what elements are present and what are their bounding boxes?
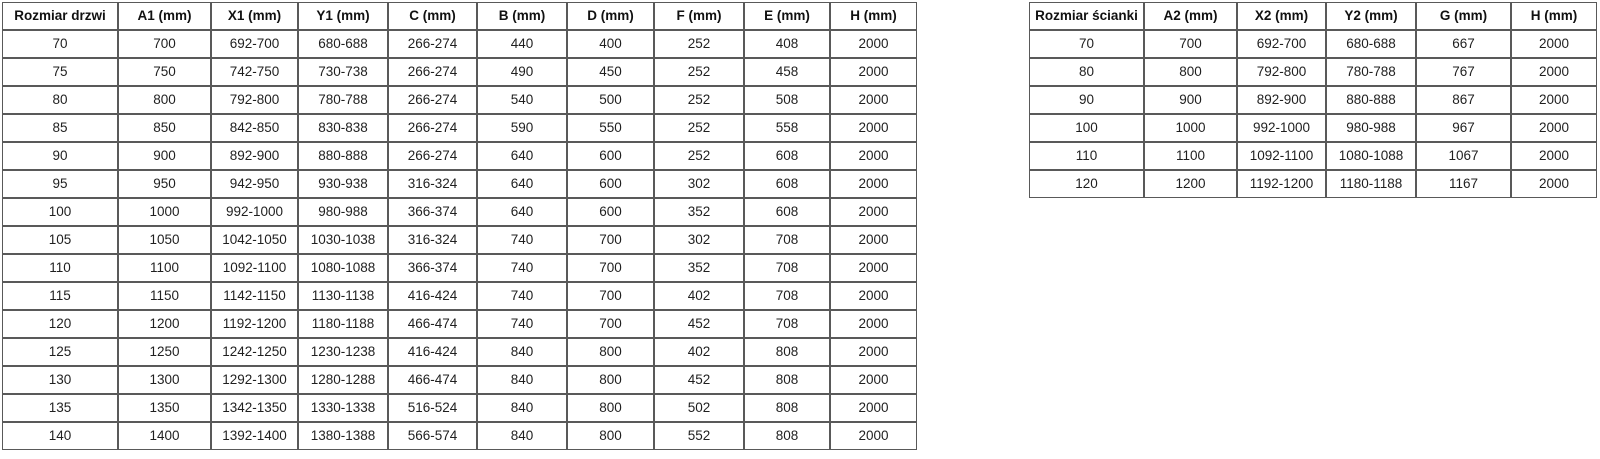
table-cell: 800 (567, 422, 654, 450)
table-cell: 2000 (1511, 114, 1597, 142)
table-cell: 708 (744, 282, 830, 310)
table-row (2, 226, 917, 254)
column-header: X2 (mm) (1237, 2, 1326, 30)
table-cell: 490 (477, 58, 567, 86)
table-cell: 640 (477, 142, 567, 170)
table-cell: 667 (1416, 30, 1511, 58)
table-cell: 2000 (830, 282, 917, 310)
table-cell: 1192-1200 (1237, 170, 1326, 198)
table-cell: 800 (567, 366, 654, 394)
table-cell: 1400 (118, 422, 211, 450)
table-cell: 400 (567, 30, 654, 58)
doors-table-header (2, 2, 917, 30)
table-row (2, 198, 917, 226)
table-row (2, 310, 917, 338)
table-cell: 110 (1029, 142, 1144, 170)
table-cell: 2000 (830, 310, 917, 338)
table-cell: 115 (2, 282, 118, 310)
table-cell: 742-750 (211, 58, 298, 86)
table-row (1029, 58, 1597, 86)
table-cell: 266-274 (388, 30, 477, 58)
table-cell: 402 (654, 282, 744, 310)
table-cell: 1250 (118, 338, 211, 366)
table-cell: 80 (2, 86, 118, 114)
table-cell: 767 (1416, 58, 1511, 86)
table-cell: 266-274 (388, 142, 477, 170)
table-cell: 416-424 (388, 338, 477, 366)
table-row (1029, 114, 1597, 142)
table-cell: 2000 (830, 394, 917, 422)
table-cell: 900 (1144, 86, 1237, 114)
table-cell: 252 (654, 30, 744, 58)
doors-size-table (2, 2, 917, 450)
table-cell: 792-800 (1237, 58, 1326, 86)
column-header: Y1 (mm) (298, 2, 388, 30)
table-cell: 700 (567, 226, 654, 254)
table-cell: 366-374 (388, 198, 477, 226)
table-cell: 590 (477, 114, 567, 142)
table-cell: 880-888 (1326, 86, 1416, 114)
table-cell: 1092-1100 (211, 254, 298, 282)
table-cell: 140 (2, 422, 118, 450)
column-header: B (mm) (477, 2, 567, 30)
table-cell: 252 (654, 114, 744, 142)
column-header: C (mm) (388, 2, 477, 30)
table-cell: 1300 (118, 366, 211, 394)
table-cell: 800 (1144, 58, 1237, 86)
table-cell: 800 (567, 394, 654, 422)
table-row (2, 114, 917, 142)
table-cell: 1180-1188 (298, 310, 388, 338)
table-cell: 125 (2, 338, 118, 366)
table-cell: 1150 (118, 282, 211, 310)
table-cell: 2000 (830, 114, 917, 142)
table-cell: 600 (567, 198, 654, 226)
table-cell: 640 (477, 170, 567, 198)
table-cell: 980-988 (298, 198, 388, 226)
table-cell: 640 (477, 198, 567, 226)
table-row (2, 366, 917, 394)
table-cell: 708 (744, 226, 830, 254)
table-cell: 450 (567, 58, 654, 86)
table-cell: 2000 (1511, 30, 1597, 58)
table-cell: 366-374 (388, 254, 477, 282)
table-cell: 2000 (830, 30, 917, 58)
table-cell: 967 (1416, 114, 1511, 142)
table-cell: 892-900 (211, 142, 298, 170)
table-cell: 600 (567, 142, 654, 170)
table-cell: 1200 (1144, 170, 1237, 198)
table-cell: 840 (477, 422, 567, 450)
table-row (2, 30, 917, 58)
column-header: H (mm) (830, 2, 917, 30)
table-cell: 120 (1029, 170, 1144, 198)
table-cell: 266-274 (388, 114, 477, 142)
table-cell: 692-700 (1237, 30, 1326, 58)
table-cell: 1200 (118, 310, 211, 338)
table-cell: 992-1000 (211, 198, 298, 226)
table-cell: 680-688 (1326, 30, 1416, 58)
table-row (1029, 86, 1597, 114)
table-cell: 316-324 (388, 226, 477, 254)
table-cell: 700 (1144, 30, 1237, 58)
table-cell: 700 (118, 30, 211, 58)
table-cell: 740 (477, 310, 567, 338)
walls-table-header (1029, 2, 1597, 30)
table-cell: 867 (1416, 86, 1511, 114)
table-cell: 740 (477, 226, 567, 254)
column-header: E (mm) (744, 2, 830, 30)
table-cell: 352 (654, 198, 744, 226)
table-cell: 800 (567, 338, 654, 366)
table-cell: 1230-1238 (298, 338, 388, 366)
table-cell: 1380-1388 (298, 422, 388, 450)
table-cell: 508 (744, 86, 830, 114)
table-cell: 1100 (118, 254, 211, 282)
table-cell: 440 (477, 30, 567, 58)
table-row (1029, 142, 1597, 170)
table-cell: 700 (567, 282, 654, 310)
table-cell: 2000 (830, 170, 917, 198)
table-cell: 552 (654, 422, 744, 450)
column-header: G (mm) (1416, 2, 1511, 30)
table-cell: 700 (567, 254, 654, 282)
table-cell: 942-950 (211, 170, 298, 198)
table-cell: 830-838 (298, 114, 388, 142)
table-cell: 1180-1188 (1326, 170, 1416, 198)
table-cell: 1130-1138 (298, 282, 388, 310)
table-cell: 700 (567, 310, 654, 338)
table-cell: 1350 (118, 394, 211, 422)
table-row (2, 338, 917, 366)
table-cell: 840 (477, 366, 567, 394)
table-cell: 1080-1088 (298, 254, 388, 282)
table-cell: 70 (1029, 30, 1144, 58)
table-row (1029, 30, 1597, 58)
table-cell: 792-800 (211, 86, 298, 114)
table-cell: 1342-1350 (211, 394, 298, 422)
table-cell: 500 (567, 86, 654, 114)
table-cell: 120 (2, 310, 118, 338)
table-cell: 980-988 (1326, 114, 1416, 142)
table-cell: 252 (654, 142, 744, 170)
table-cell: 808 (744, 394, 830, 422)
table-cell: 992-1000 (1237, 114, 1326, 142)
table-cell: 608 (744, 142, 830, 170)
table-cell: 2000 (1511, 142, 1597, 170)
table-cell: 2000 (830, 422, 917, 450)
table-cell: 708 (744, 254, 830, 282)
table-cell: 708 (744, 310, 830, 338)
table-row (2, 170, 917, 198)
table-cell: 808 (744, 366, 830, 394)
table-cell: 252 (654, 86, 744, 114)
table-row (2, 86, 917, 114)
table-cell: 608 (744, 198, 830, 226)
table-cell: 1392-1400 (211, 422, 298, 450)
table-cell: 808 (744, 338, 830, 366)
table-cell: 1042-1050 (211, 226, 298, 254)
table-cell: 416-424 (388, 282, 477, 310)
table-cell: 740 (477, 254, 567, 282)
table-cell: 558 (744, 114, 830, 142)
table-cell: 95 (2, 170, 118, 198)
table-cell: 1167 (1416, 170, 1511, 198)
table-cell: 408 (744, 30, 830, 58)
table-cell: 302 (654, 170, 744, 198)
table-row (1029, 170, 1597, 198)
column-header: X1 (mm) (211, 2, 298, 30)
table-cell: 1067 (1416, 142, 1511, 170)
table-cell: 452 (654, 310, 744, 338)
table-cell: 950 (118, 170, 211, 198)
column-header: A2 (mm) (1144, 2, 1237, 30)
table-cell: 266-274 (388, 58, 477, 86)
table-cell: 540 (477, 86, 567, 114)
column-header: D (mm) (567, 2, 654, 30)
table-cell: 100 (1029, 114, 1144, 142)
table-cell: 1050 (118, 226, 211, 254)
table-cell: 1330-1338 (298, 394, 388, 422)
table-cell: 75 (2, 58, 118, 86)
header-row (2, 2, 917, 30)
walls-table-body (1029, 30, 1597, 198)
table-cell: 1030-1038 (298, 226, 388, 254)
column-header: H (mm) (1511, 2, 1597, 30)
table-cell: 302 (654, 226, 744, 254)
table-cell: 266-274 (388, 86, 477, 114)
table-cell: 840 (477, 338, 567, 366)
header-row (1029, 2, 1597, 30)
table-cell: 840 (477, 394, 567, 422)
table-cell: 2000 (830, 58, 917, 86)
table-cell: 900 (118, 142, 211, 170)
table-cell: 566-574 (388, 422, 477, 450)
table-cell: 1000 (1144, 114, 1237, 142)
table-row (2, 58, 917, 86)
table-cell: 780-788 (1326, 58, 1416, 86)
table-cell: 516-524 (388, 394, 477, 422)
table-cell: 1242-1250 (211, 338, 298, 366)
table-cell: 466-474 (388, 310, 477, 338)
table-cell: 730-738 (298, 58, 388, 86)
table-cell: 892-900 (1237, 86, 1326, 114)
table-cell: 880-888 (298, 142, 388, 170)
table-cell: 452 (654, 366, 744, 394)
table-cell: 680-688 (298, 30, 388, 58)
table-row (2, 394, 917, 422)
table-row (2, 422, 917, 450)
table-cell: 458 (744, 58, 830, 86)
table-cell: 608 (744, 170, 830, 198)
table-cell: 85 (2, 114, 118, 142)
table-cell: 2000 (830, 86, 917, 114)
table-cell: 100 (2, 198, 118, 226)
table-cell: 692-700 (211, 30, 298, 58)
table-cell: 1280-1288 (298, 366, 388, 394)
table-cell: 90 (1029, 86, 1144, 114)
table-cell: 740 (477, 282, 567, 310)
table-cell: 600 (567, 170, 654, 198)
column-header: Rozmiar ścianki (1029, 2, 1144, 30)
table-cell: 502 (654, 394, 744, 422)
table-cell: 135 (2, 394, 118, 422)
table-cell: 110 (2, 254, 118, 282)
table-cell: 808 (744, 422, 830, 450)
table-cell: 2000 (830, 226, 917, 254)
table-cell: 800 (118, 86, 211, 114)
table-cell: 1080-1088 (1326, 142, 1416, 170)
table-cell: 780-788 (298, 86, 388, 114)
column-header: Y2 (mm) (1326, 2, 1416, 30)
table-cell: 2000 (830, 366, 917, 394)
table-cell: 2000 (830, 198, 917, 226)
table-cell: 550 (567, 114, 654, 142)
table-row (2, 282, 917, 310)
table-cell: 850 (118, 114, 211, 142)
table-cell: 80 (1029, 58, 1144, 86)
table-cell: 2000 (1511, 58, 1597, 86)
table-cell: 2000 (830, 142, 917, 170)
table-cell: 252 (654, 58, 744, 86)
table-cell: 1142-1150 (211, 282, 298, 310)
column-header: F (mm) (654, 2, 744, 30)
table-cell: 70 (2, 30, 118, 58)
column-header: Rozmiar drzwi (2, 2, 118, 30)
table-cell: 90 (2, 142, 118, 170)
column-header: A1 (mm) (118, 2, 211, 30)
table-cell: 2000 (830, 254, 917, 282)
table-cell: 1292-1300 (211, 366, 298, 394)
walls-size-table (1029, 2, 1597, 198)
table-cell: 352 (654, 254, 744, 282)
table-cell: 105 (2, 226, 118, 254)
doors-table-body (2, 30, 917, 450)
table-cell: 930-938 (298, 170, 388, 198)
table-cell: 2000 (830, 338, 917, 366)
table-cell: 1100 (1144, 142, 1237, 170)
table-cell: 466-474 (388, 366, 477, 394)
table-cell: 2000 (1511, 170, 1597, 198)
table-cell: 2000 (1511, 86, 1597, 114)
table-cell: 842-850 (211, 114, 298, 142)
table-row (2, 254, 917, 282)
table-cell: 130 (2, 366, 118, 394)
table-cell: 750 (118, 58, 211, 86)
table-cell: 1092-1100 (1237, 142, 1326, 170)
table-cell: 402 (654, 338, 744, 366)
table-cell: 316-324 (388, 170, 477, 198)
table-cell: 1192-1200 (211, 310, 298, 338)
table-cell: 1000 (118, 198, 211, 226)
table-row (2, 142, 917, 170)
